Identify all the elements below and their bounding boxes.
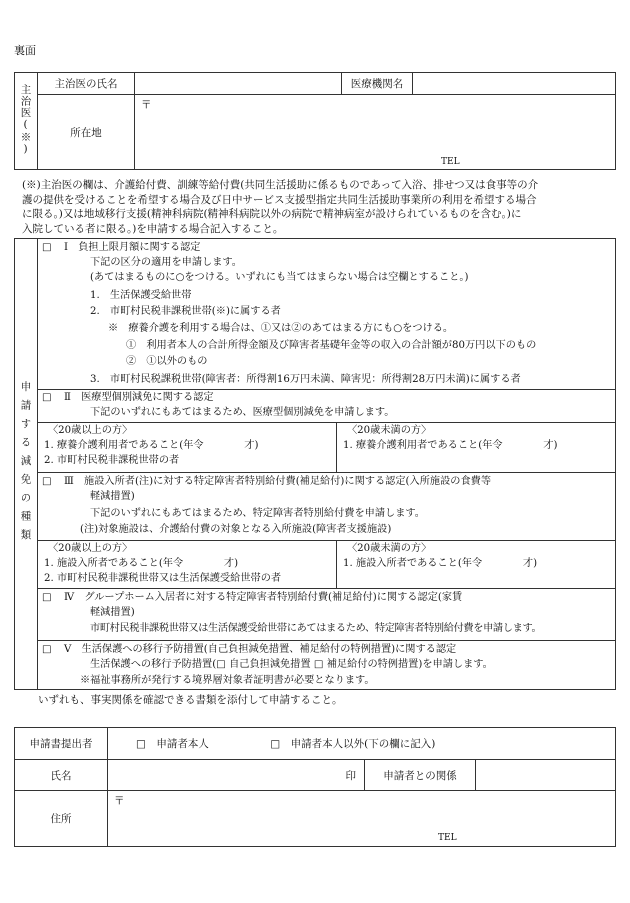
doctor-side-cell bbox=[15, 73, 38, 170]
section-3-note: (注)対象施設は、介護給付費の対象となる入所施設(障害者支援施設) bbox=[80, 524, 392, 535]
submitter-other-option[interactable]: □ 申請者本人以外(下の欄に記入) bbox=[270, 738, 436, 750]
section-2-adult bbox=[38, 422, 337, 473]
address-label: 所在地 bbox=[38, 95, 135, 170]
submitter-options bbox=[108, 728, 616, 760]
section-1-checkbox[interactable]: □ bbox=[42, 242, 52, 253]
doctor-note-line: 護の提供を受けることを希望する場合及び日中サービス支援型指定共同生活援助事業所の利用を希望する場合 bbox=[22, 193, 537, 206]
name-label: 氏名 bbox=[15, 760, 108, 791]
section-5-note: ※福祉事務所が発行する境界層対象者証明書が必要となります。 bbox=[80, 675, 375, 686]
section-3-adult bbox=[38, 540, 337, 589]
submitter-label: 申請書提出者 bbox=[15, 728, 108, 760]
attach-note: いずれも、事実関係を確認できる書類を添付して申請すること。 bbox=[38, 694, 343, 706]
section-1-item: 3. 市町村民税課税世帯(障害者：所得割16万円未満、障害児：所得割28万円未満)に属する者 bbox=[90, 374, 521, 385]
doctor-note-line: に限る。)又は地域移行支援(精神科病院(精神科病院以外の病院で精神病室が設けられているものを含む。)に bbox=[22, 208, 522, 220]
section-4-checkbox[interactable]: □ bbox=[42, 592, 52, 603]
doctor-note-line: 入院している者に限る。)を申請する場合記入すること。 bbox=[22, 222, 284, 235]
section-4-title: Ⅳ グループホーム入居者に対する特定障害者特別給付費(補足給付)に関する認定(家賃 bbox=[64, 592, 463, 603]
section-3-adult-item: 1. 施設入所者であること(年令 才) bbox=[44, 558, 239, 569]
applicant-postal-mark: 〒 bbox=[114, 795, 125, 807]
reduction-side-cell bbox=[15, 239, 38, 689]
tel-label: TEL bbox=[441, 157, 460, 167]
seal-mark: 印 bbox=[345, 769, 356, 782]
section-2-child bbox=[337, 422, 615, 473]
section-2-child-item: 1. 療養介護利用者であること(年令 才) bbox=[343, 440, 558, 451]
section-3-title: 軽減措置) bbox=[90, 491, 135, 502]
section-3-checkbox[interactable]: □ bbox=[42, 476, 52, 487]
section-1-title: Ⅰ 負担上限月額に関する認定 bbox=[64, 242, 201, 253]
section-1-item: 2. 市町村民税非課税世帯(※)に属する者 bbox=[90, 306, 281, 317]
institution-label: 医療機関名 bbox=[342, 73, 413, 95]
section-2-header bbox=[38, 389, 615, 423]
reduction-block bbox=[14, 238, 616, 690]
section-1-line: (あてはまるものに○をつける。いずれにも当てはまらない場合は空欄とすること。) bbox=[90, 272, 469, 283]
section-1-item: 1. 生活保護受給世帯 bbox=[90, 290, 192, 301]
section-3-line: 下記のいずれにもあてはまるため、特定障害者特別給付費を申請します。 bbox=[90, 508, 425, 519]
doctor-note-line: (※)主治医の欄は、介護給付費、訓練等給付費(共同生活援助に係るものであって入浴、排せつ又は食事等の介 bbox=[22, 179, 539, 191]
section-3-adult-head: 〈20歳以上の方〉 bbox=[48, 543, 133, 554]
applicant-tel-label: TEL bbox=[438, 833, 457, 843]
section-4-line: 市町村民税非課税世帯又は生活保護受給世帯にあてはまるため、特定障害者特別給付費を申請します。 bbox=[90, 623, 542, 634]
section-1-note: ※ 療養介護を利用する場合は、①又は②のあてはまる方にも○をつける。 bbox=[108, 323, 454, 334]
section-2-child-head: 〈20歳未満の方〉 bbox=[347, 425, 432, 436]
section-3-child-head: 〈20歳未満の方〉 bbox=[347, 543, 432, 554]
doctor-note bbox=[22, 178, 614, 236]
section-2-adult-item: 1. 療養介護利用者であること(年令 才) bbox=[44, 440, 259, 451]
section-3-child bbox=[337, 540, 615, 589]
section-1-sub: ① 利用者本人の合計所得金額及び障害者基礎年金等の収入の合計額が80万円以下のもの bbox=[126, 340, 537, 351]
section-5-line: 生活保護への移行予防措置(□ 自己負担減免措置 □ 補足給付の特例措置)を申請します。 bbox=[90, 659, 493, 670]
section-4-title: 軽減措置) bbox=[90, 607, 135, 618]
applicant-address-field[interactable] bbox=[108, 791, 616, 847]
doctor-name-field[interactable] bbox=[135, 73, 342, 95]
section-4 bbox=[38, 588, 615, 641]
reduction-side-label: 申請する減免の種類 bbox=[19, 380, 32, 548]
section-3-child-item: 1. 施設入所者であること(年令 才) bbox=[343, 558, 538, 569]
section-5-title: Ⅴ 生活保護への移行予防措置(自己負担減免措置、補足給付の特例措置)に関する認定 bbox=[64, 644, 457, 655]
applicant-table bbox=[14, 727, 616, 847]
doctor-address-field[interactable] bbox=[135, 95, 616, 170]
name-field[interactable] bbox=[108, 760, 365, 791]
section-2-adult-head: 〈20歳以上の方〉 bbox=[48, 425, 133, 436]
section-3-adult-item: 2. 市町村民税非課税世帯又は生活保護受給世帯の者 bbox=[44, 573, 282, 584]
section-1-sub: ② ①以外のもの bbox=[126, 356, 208, 367]
institution-field[interactable] bbox=[413, 73, 616, 95]
section-3-header bbox=[38, 472, 615, 541]
postal-mark: 〒 bbox=[141, 99, 152, 111]
section-1-line: 下記の区分の適用を申請します。 bbox=[90, 257, 242, 268]
doctor-table bbox=[14, 72, 616, 170]
section-2-line: 下記のいずれにもあてはまるため、医療型個別減免を申請します。 bbox=[90, 407, 395, 418]
section-2-checkbox[interactable]: □ bbox=[42, 392, 52, 403]
applicant-address-label: 住所 bbox=[15, 791, 108, 847]
submitter-self-option[interactable]: □ 申請者本人 bbox=[136, 738, 209, 750]
section-5 bbox=[38, 640, 615, 689]
page-label: 裏面 bbox=[14, 44, 36, 57]
section-1 bbox=[38, 239, 615, 390]
section-2-title: Ⅱ 医療型個別減免に関する認定 bbox=[64, 392, 214, 403]
section-2-adult-item: 2. 市町村民税非課税世帯の者 bbox=[44, 455, 180, 466]
section-3-title: Ⅲ 施設入所者(注)に対する特定障害者特別給付費(補足給付)に関する認定(入所施設の食費等 bbox=[64, 476, 492, 487]
doctor-side-label: 主治医(※) bbox=[19, 83, 32, 156]
section-5-checkbox[interactable]: □ bbox=[42, 644, 52, 655]
relation-label: 申請者との関係 bbox=[365, 760, 476, 791]
doctor-name-label: 主治医の氏名 bbox=[38, 73, 135, 95]
relation-field[interactable] bbox=[476, 760, 616, 791]
